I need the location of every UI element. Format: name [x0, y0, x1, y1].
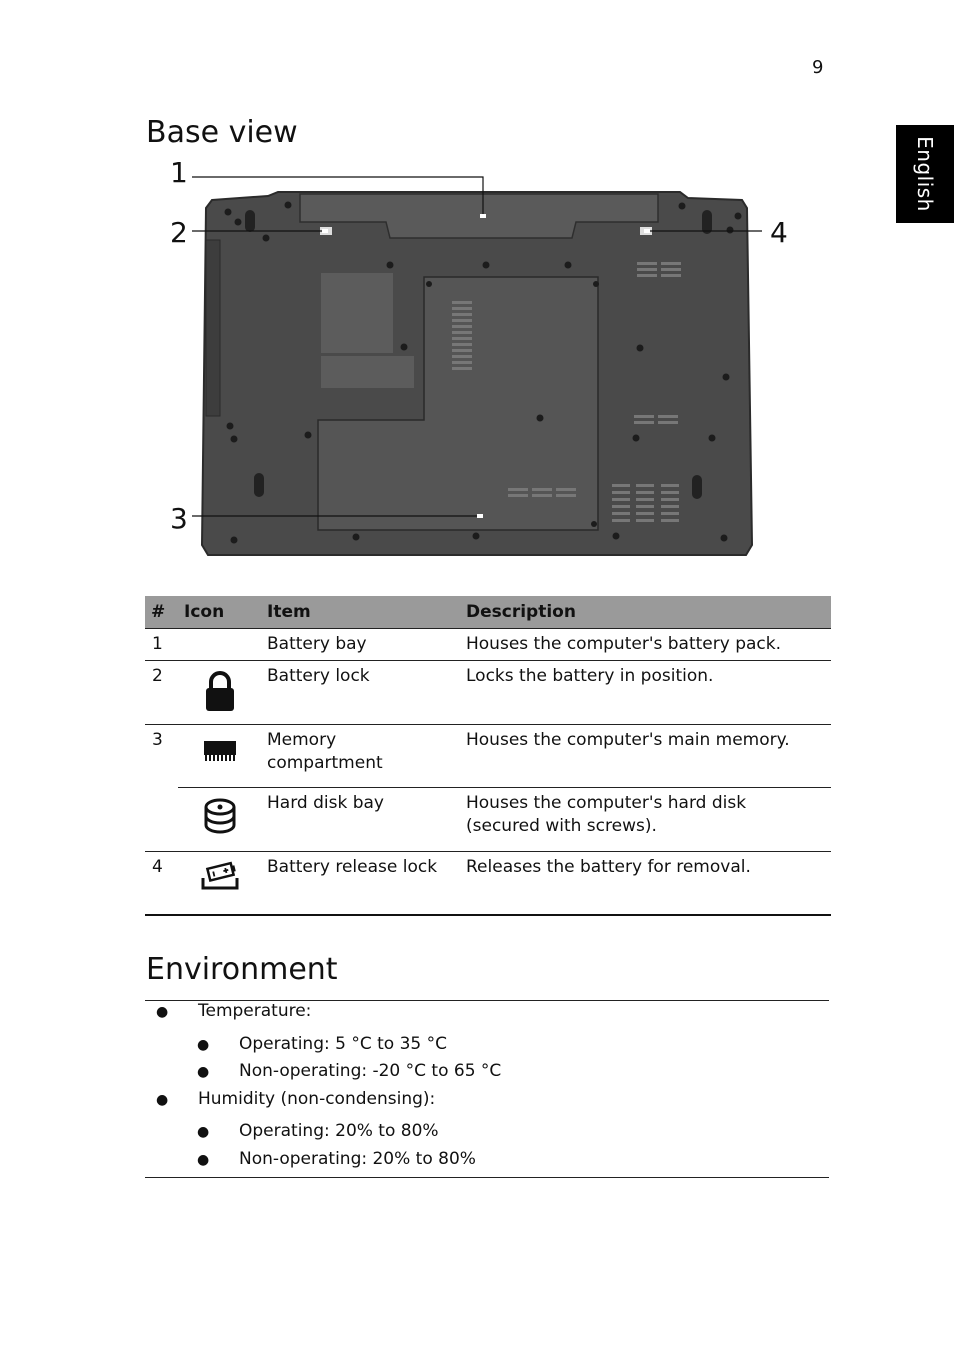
row-number: 1 [145, 629, 178, 661]
upper-panel [321, 273, 393, 353]
table-row [145, 788, 831, 852]
row-description: Houses the computer's battery pack. [460, 629, 831, 661]
bullet-icon: ● [197, 1124, 210, 1140]
rubber-foot [245, 210, 255, 232]
callout-3: 3 [170, 502, 188, 535]
language-tab [896, 125, 954, 223]
row-number: 4 [145, 852, 178, 915]
bullet-icon: ● [156, 1092, 169, 1108]
table-row [145, 629, 831, 661]
row-icon [178, 629, 261, 661]
optical-drive-edge [206, 240, 220, 416]
base-view-table [145, 596, 831, 916]
language-tab-label: English [913, 136, 937, 212]
row-number: 2 [145, 661, 178, 725]
laptop-base-figure [150, 150, 800, 570]
row-item: Memory compartment [261, 725, 460, 788]
callout-1: 1 [170, 156, 188, 189]
row-number [145, 788, 178, 852]
callout-2: 2 [170, 216, 188, 249]
rubber-foot [692, 475, 702, 499]
table-row [145, 725, 831, 788]
row-item: Battery bay [261, 629, 460, 661]
row-item: Battery lock [261, 661, 460, 725]
base-view-title: Base view [146, 115, 298, 150]
rubber-foot [254, 473, 264, 497]
row-description: Houses the computer's hard disk (secured with screws). [460, 788, 831, 852]
callout-4: 4 [770, 216, 788, 249]
hard-disk-icon [178, 788, 261, 852]
bullet-icon: ● [197, 1037, 210, 1053]
battery-release-icon [178, 852, 261, 915]
col-header-number: # [145, 596, 178, 629]
table-row [145, 852, 831, 915]
environment-bottom-rule [145, 1177, 829, 1178]
bullet-icon: ● [197, 1152, 210, 1168]
temperature-label: Temperature: [198, 1001, 312, 1021]
humidity-operating: Operating: 20% to 80% [239, 1121, 439, 1141]
humidity-non-operating: Non-operating: 20% to 80% [239, 1149, 476, 1169]
bullet-icon: ● [156, 1004, 169, 1020]
col-header-description: Description [460, 596, 831, 629]
temperature-operating: Operating: 5 °C to 35 °C [239, 1034, 447, 1054]
row-description: Locks the battery in position. [460, 661, 831, 725]
padlock-icon [178, 661, 261, 725]
table-header-row [145, 596, 831, 629]
page-number: 9 [812, 57, 824, 78]
memory-module-icon [178, 725, 261, 788]
row-description: Releases the battery for removal. [460, 852, 831, 915]
row-item: Battery release lock [261, 852, 460, 915]
humidity-label: Humidity (non-condensing): [198, 1089, 436, 1109]
bullet-icon: ● [197, 1064, 210, 1080]
col-header-icon: Icon [178, 596, 261, 629]
row-description: Houses the computer's main memory. [460, 725, 831, 788]
temperature-non-operating: Non-operating: -20 °C to 65 °C [239, 1061, 502, 1081]
rubber-foot [702, 210, 712, 234]
row-number: 3 [145, 725, 178, 788]
table-row [145, 661, 831, 725]
col-header-item: Item [261, 596, 460, 629]
environment-title: Environment [146, 952, 338, 987]
upper-panel-lower [321, 356, 414, 388]
row-item: Hard disk bay [261, 788, 460, 852]
